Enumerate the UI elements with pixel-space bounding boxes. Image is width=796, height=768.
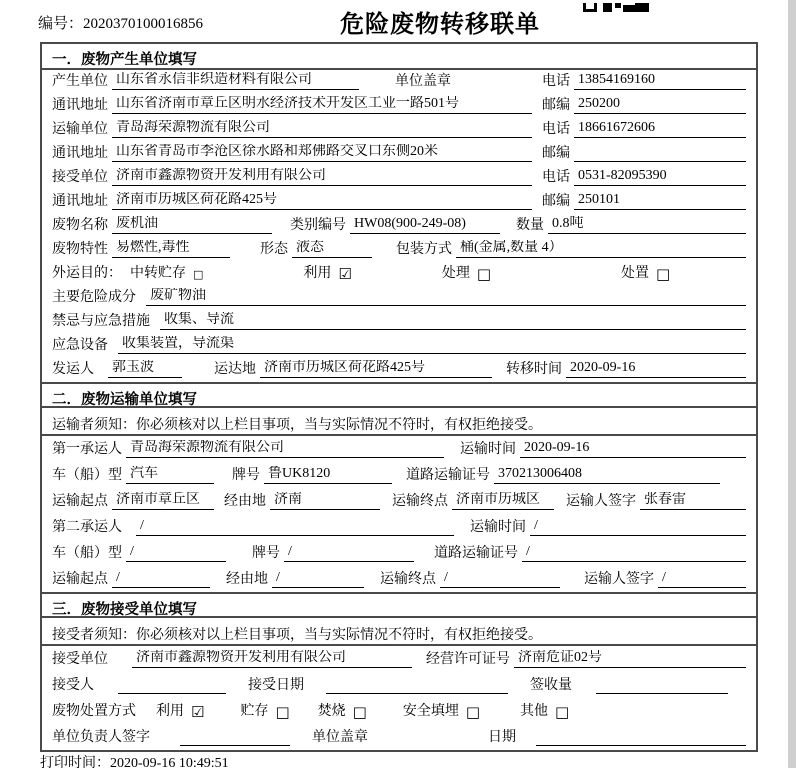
transport-time1-label: 运输时间 <box>460 442 516 457</box>
via1-value: 济南 <box>270 492 380 510</box>
disposal-incinerate-checkbox: □ <box>352 703 367 721</box>
purpose-dispose-checkbox: □ <box>656 265 671 283</box>
receiver-phone-label: 电话 <box>542 170 570 185</box>
received-amount-label: 签收量 <box>530 678 572 693</box>
vehicle-type2-label: 车（船）型 <box>52 546 122 561</box>
hazard-component-value: 废矿物油 <box>146 288 746 306</box>
vehicle-type1-row <box>42 462 756 488</box>
form-state-value: 液态 <box>292 240 372 258</box>
disposal-utilize-label: 利用 <box>156 704 184 719</box>
plate-number2-label: 牌号 <box>252 546 280 561</box>
receiver-address-row <box>42 190 756 214</box>
producer-phone-value: 13854169160 <box>574 72 746 90</box>
second-carrier-label: 第二承运人 <box>52 520 122 535</box>
vehicle-type2-value: / <box>126 544 226 562</box>
transport-time1-value: 2020-09-16 <box>520 440 746 458</box>
receiver-address-label: 通讯地址 <box>52 194 108 209</box>
disposal-utilize-checkbox-checked: ☑ <box>191 703 205 721</box>
responsible-signature-value <box>180 744 290 746</box>
receiver-notice: 接受者须知：你必须核对以上栏目事项，当与实际情况不符时，有权拒绝接受。 <box>42 618 756 646</box>
carrier-signature2-value: / <box>658 570 746 588</box>
producer-unit-value: 山东省永信非织造材料有限公司 <box>112 72 359 90</box>
disposal-storage-label: 贮存 <box>240 704 269 719</box>
transporter-address-row <box>42 142 756 166</box>
quantity-value: 0.8吨 <box>548 216 746 234</box>
vehicle-type1-value: 汽车 <box>126 466 214 484</box>
section3-header: 三．废物接受单位填写 <box>42 592 756 618</box>
accepting-unit-row <box>42 646 756 672</box>
disposal-other-label: 其他 <box>520 704 549 719</box>
road-permit2-label: 道路运输证号 <box>434 546 518 561</box>
origin1-label: 运输起点 <box>52 494 108 509</box>
qr-code-fragment-icon <box>583 0 653 18</box>
transporter-notice: 运输者须知：你必须核对以上栏目事项，当与实际情况不符时，有权拒绝接受。 <box>42 408 756 436</box>
first-carrier-label: 第一承运人 <box>52 442 122 457</box>
transporter-unit-row <box>42 118 756 142</box>
accept-date-label: 接受日期 <box>248 678 304 693</box>
carrier-signature1-value: 张春雷 <box>640 492 746 510</box>
emergency-equipment-value: 收集装置，导流渠 <box>118 336 746 354</box>
second-carrier-value: / <box>136 518 454 536</box>
producer-zip-label: 邮编 <box>542 98 570 113</box>
via2-value: / <box>272 570 364 588</box>
hazard-component-row <box>42 286 756 310</box>
responsible-signature-row <box>42 724 756 750</box>
origin2-label: 运输起点 <box>52 572 108 587</box>
section1-header: 一．废物产生单位填写 <box>42 44 756 70</box>
license-number-value: 济南危证02号 <box>514 650 746 668</box>
carrier-signature1-label: 运输人签字 <box>566 494 636 509</box>
waste-property-label: 废物特性 <box>52 242 108 257</box>
transport-time2-label: 运输时间 <box>470 520 526 535</box>
transfer-purpose-label: 外运目的： <box>52 266 122 281</box>
producer-unit-row <box>42 70 756 94</box>
transporter-zip-label: 邮编 <box>542 146 570 161</box>
transport-time2-value: / <box>530 518 746 536</box>
unit-seal2-label: 单位盖章 <box>312 730 368 745</box>
consignor-label: 发运人 <box>52 362 94 377</box>
vehicle-type1-label: 车（船）型 <box>52 468 122 483</box>
transporter-phone-value: 18661672606 <box>574 120 746 138</box>
page-right-edge <box>788 0 796 768</box>
consignor-row <box>42 358 756 382</box>
producer-address-row <box>42 94 756 118</box>
plate-number2-value: / <box>284 544 414 562</box>
disposal-method-row <box>42 698 756 724</box>
terminus2-value: / <box>440 570 560 588</box>
acceptor-row <box>42 672 756 698</box>
date-value <box>536 744 746 746</box>
terminus1-label: 运输终点 <box>392 494 448 509</box>
document-number-value: 2020370100016856 <box>83 16 204 32</box>
road-permit2-value: / <box>522 544 746 562</box>
transfer-purpose-row <box>42 262 756 286</box>
purpose-utilize-checkbox-checked: ☑ <box>338 265 352 283</box>
first-carrier-row <box>42 436 756 462</box>
terminus1-value: 济南市历城区 <box>452 492 554 510</box>
carrier-signature2-label: 运输人签字 <box>584 572 654 587</box>
disposal-storage-checkbox: □ <box>275 703 290 721</box>
disposal-incinerate-label: 焚烧 <box>317 704 346 719</box>
disposal-landfill-checkbox: □ <box>465 703 481 721</box>
producer-unit-label: 产生单位 <box>52 74 108 89</box>
purpose-dispose-label: 处置 <box>621 266 650 281</box>
emergency-measures-label: 禁忌与应急措施 <box>52 314 150 329</box>
producer-phone-label: 电话 <box>542 74 570 89</box>
transporter-address-value: 山东省青岛市李沧区徐水路和郑佛路交叉口东侧20米 <box>112 144 532 162</box>
waste-property-value: 易燃性,毒性 <box>112 240 230 258</box>
producer-zip-value: 250200 <box>574 96 746 114</box>
destination-value: 济南市历城区荷花路425号 <box>260 360 492 378</box>
receiver-zip-value: 250101 <box>574 192 746 210</box>
purpose-treat-checkbox: □ <box>476 265 492 283</box>
license-number-label: 经营许可证号 <box>426 652 510 667</box>
first-carrier-value: 青岛海荣源物流有限公司 <box>126 440 444 458</box>
transporter-zip-value <box>574 160 746 162</box>
transporter-unit-value: 青岛海荣源物流有限公司 <box>112 120 532 138</box>
vehicle-type2-row <box>42 540 756 566</box>
road-permit1-label: 道路运输证号 <box>406 468 490 483</box>
page-title: 危险废物转移联单 <box>340 11 540 38</box>
consignor-value: 郭玉波 <box>108 360 182 378</box>
emergency-measures-value: 收集、导流 <box>160 312 746 330</box>
manifest-form-table <box>40 42 758 752</box>
road-permit1-value: 370213006408 <box>494 466 720 484</box>
print-time-value: 2020-09-16 10:49:51 <box>110 756 229 768</box>
receiver-address-value: 济南市历城区荷花路425号 <box>112 192 532 210</box>
date-label: 日期 <box>488 730 516 745</box>
accept-date-value <box>326 692 508 694</box>
receiver-zip-label: 邮编 <box>542 194 570 209</box>
origin1-value: 济南市章丘区 <box>112 492 214 510</box>
packaging-label: 包装方式 <box>396 242 452 257</box>
receiver-unit-label: 接受单位 <box>52 170 108 185</box>
waste-name-value: 废机油 <box>112 216 272 234</box>
purpose-transit-storage-checkbox: □ <box>193 268 204 281</box>
accepting-unit-value: 济南市鑫源物资开发利用有限公司 <box>132 650 412 668</box>
waste-property-row <box>42 238 756 262</box>
second-carrier-row <box>42 514 756 540</box>
emergency-measures-row <box>42 310 756 334</box>
accepting-unit-label: 接受单位 <box>52 652 108 667</box>
quantity-label: 数量 <box>516 218 544 233</box>
receiver-unit-row <box>42 166 756 190</box>
waste-name-label: 废物名称 <box>52 218 108 233</box>
transfer-date-value: 2020-09-16 <box>566 360 746 378</box>
category-code-label: 类别编号 <box>290 218 346 233</box>
waste-name-row <box>42 214 756 238</box>
via1-label: 经由地 <box>224 494 266 509</box>
origin2-value: / <box>112 570 210 588</box>
print-time-label: 打印时间： <box>40 756 110 768</box>
acceptor-value <box>118 692 226 694</box>
terminus2-label: 运输终点 <box>380 572 436 587</box>
packaging-value: 桶(金属,数量 4） <box>456 240 746 258</box>
category-code-value: HW08(900-249-08) <box>350 216 500 234</box>
purpose-transit-storage-label: 中转贮存 <box>130 266 186 281</box>
print-time <box>40 752 229 768</box>
transporter-address-label: 通讯地址 <box>52 146 108 161</box>
plate-number1-value: 鲁UK8120 <box>264 466 392 484</box>
via2-label: 经由地 <box>226 572 268 587</box>
producer-address-value: 山东省济南市章丘区明水经济技术开发区工业一路501号 <box>112 96 532 114</box>
form-state-label: 形态 <box>260 242 288 257</box>
disposal-method-label: 废物处置方式 <box>52 704 136 719</box>
route2-row <box>42 566 756 592</box>
purpose-treat-label: 处理 <box>441 266 470 281</box>
destination-label: 运达地 <box>214 362 256 377</box>
receiver-phone-value: 0531-82095390 <box>574 168 746 186</box>
plate-number1-label: 牌号 <box>232 468 260 483</box>
receiver-unit-value: 济南市鑫源物资开发利用有限公司 <box>112 168 532 186</box>
purpose-utilize-label: 利用 <box>303 266 332 281</box>
transporter-phone-label: 电话 <box>542 122 570 137</box>
section2-header: 二．废物运输单位填写 <box>42 382 756 408</box>
producer-address-label: 通讯地址 <box>52 98 108 113</box>
received-amount-value <box>596 692 728 694</box>
emergency-equipment-label: 应急设备 <box>52 338 108 353</box>
responsible-signature-label: 单位负责人签字 <box>52 730 150 745</box>
hazard-component-label: 主要危险成分 <box>52 290 136 305</box>
disposal-landfill-label: 安全填埋 <box>402 704 459 719</box>
transfer-date-label: 转移时间 <box>506 362 562 377</box>
emergency-equipment-row <box>42 334 756 358</box>
route1-row <box>42 488 756 514</box>
unit-seal-label: 单位盖章 <box>395 74 451 89</box>
acceptor-label: 接受人 <box>52 678 94 693</box>
document-number-label: 编号： <box>38 16 84 32</box>
disposal-other-checkbox: □ <box>555 703 570 721</box>
transporter-unit-label: 运输单位 <box>52 122 108 137</box>
